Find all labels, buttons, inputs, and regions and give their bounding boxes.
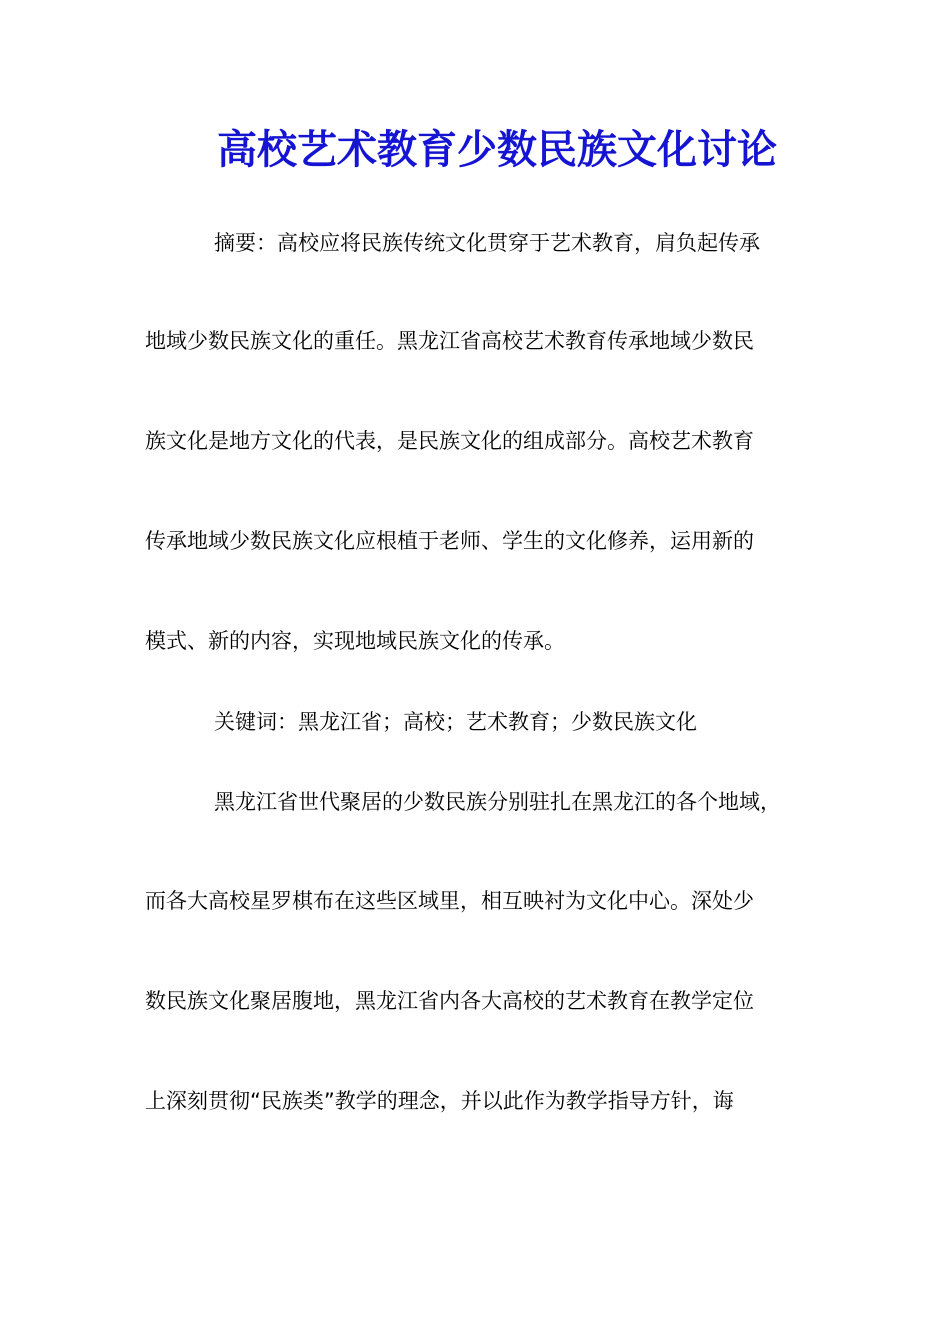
abstract-line-3: 族文化是地方文化的代表，是民族文化的组成部分。高校艺术教育 — [145, 429, 754, 453]
body-line-1: 黑龙江省世代聚居的少数民族分别驻扎在黑龙江的各个地域， — [214, 790, 781, 814]
keywords-line: 关键词：黑龙江省；高校；艺术教育；少数民族文化 — [214, 710, 697, 734]
body-line-3: 数民族文化聚居腹地，黑龙江省内各大高校的艺术教育在教学定位 — [145, 989, 754, 1013]
document-title: 高校艺术教育少数民族文化讨论 — [217, 126, 777, 173]
abstract-line-5: 模式、新的内容，实现地域民族文化的传承。 — [145, 629, 565, 653]
abstract-line-2: 地域少数民族文化的重任。黑龙江省高校艺术教育传承地域少数民 — [145, 329, 754, 353]
body-line-4: 上深刻贯彻“民族类”教学的理念，并以此作为教学指导方针，诲 — [145, 1089, 734, 1113]
abstract-line-4: 传承地域少数民族文化应根植于老师、学生的文化修养，运用新的 — [145, 529, 754, 553]
abstract-line-1: 摘要：高校应将民族传统文化贯穿于艺术教育，肩负起传承 — [214, 231, 760, 255]
body-line-2: 而各大高校星罗棋布在这些区域里，相互映衬为文化中心。深处少 — [145, 889, 754, 913]
